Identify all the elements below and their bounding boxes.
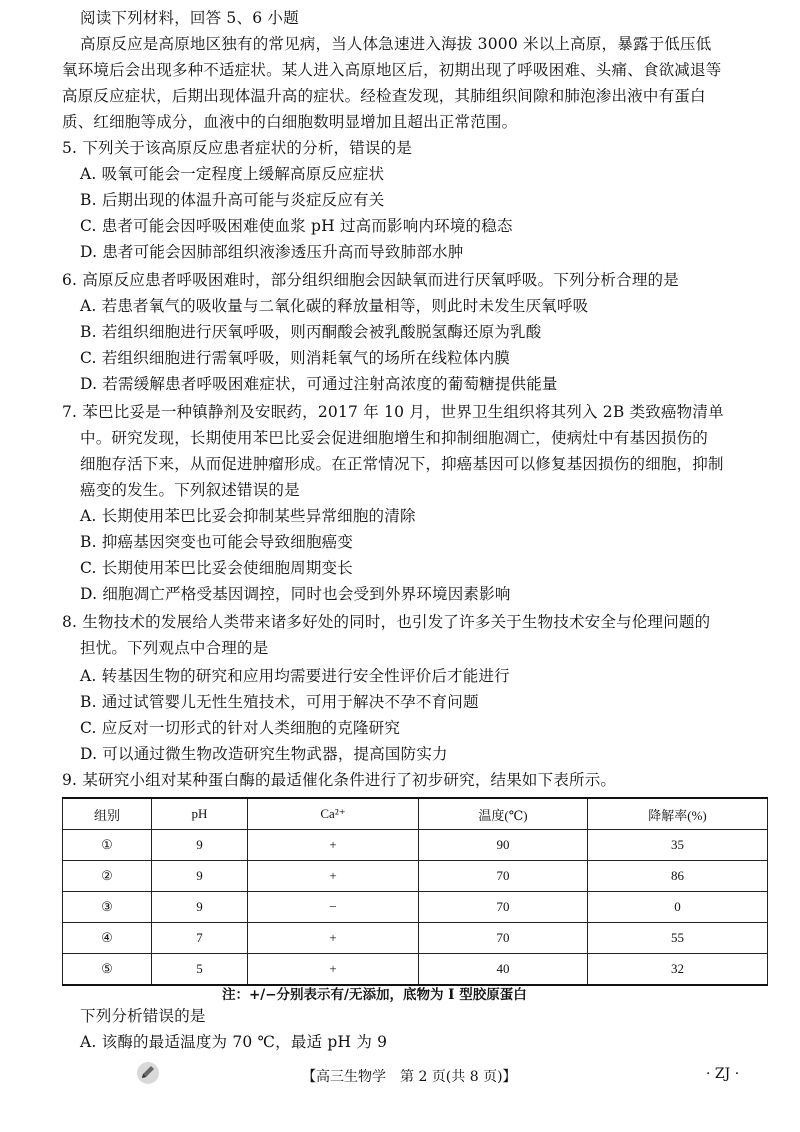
table-header-cell: 降解率(%) <box>588 798 768 830</box>
table-cell: 5 <box>152 954 248 986</box>
table-cell: 35 <box>588 830 768 861</box>
table-cell: 9 <box>152 892 248 923</box>
q7-stem-line-3: 细胞存活下来，从而促进肿瘤形成。在正常情况下，抑癌基因可以修复基因损伤的细胞，抑制 <box>80 455 724 473</box>
table-cell: + <box>248 861 419 892</box>
q5-option-b: B. 后期出现的体温升高可能与炎症反应有关 <box>80 191 385 209</box>
table-cell: ④ <box>63 923 152 954</box>
q6-option-d: D. 若需缓解患者呼吸困难症状，可通过注射高浓度的葡萄糖提供能量 <box>80 375 558 393</box>
intro-heading: 阅读下列材料，回答 5、6 小题 <box>80 9 299 27</box>
table-header-row <box>63 798 768 830</box>
table-cell: 9 <box>152 861 248 892</box>
q6-option-a: A. 若患者氧气的吸收量与二氧化碳的释放量相等，则此时未发生厌氧呼吸 <box>80 297 589 315</box>
table-row <box>63 861 768 892</box>
q7-stem-line-2: 中。研究发现，长期使用苯巴比妥会促进细胞增生和抑制细胞凋亡，使病灶中有基因损伤的 <box>80 429 709 447</box>
table-row <box>63 954 768 986</box>
table-cell: 70 <box>419 861 588 892</box>
table-cell: 86 <box>588 861 768 892</box>
table-cell: 0 <box>588 892 768 923</box>
q9-stem: 9. 某研究小组对某种蛋白酶的最适催化条件进行了初步研究，结果如下表所示。 <box>62 771 617 789</box>
q8-option-a: A. 转基因生物的研究和应用均需要进行安全性评价后才能进行 <box>80 667 510 685</box>
footer-page-info: 【高三生物学 第 2 页(共 8 页)】 <box>302 1069 517 1085</box>
table-header-cell: 组别 <box>63 798 152 830</box>
q6-option-c: C. 若组织细胞进行需氧呼吸，则消耗氧气的场所在线粒体内膜 <box>80 349 510 367</box>
table-cell: 90 <box>419 830 588 861</box>
footer-code: · ZJ · <box>706 1066 740 1082</box>
q7-stem-line-1: 7. 苯巴比妥是一种镇静剂及安眠药，2017 年 10 月，世界卫生组织将其列入 2B 类致癌物清单 <box>62 403 724 421</box>
q9-option-a: A. 该酶的最适温度为 70 ℃，最适 pH 为 9 <box>80 1033 388 1051</box>
table-cell: − <box>248 892 419 923</box>
table-cell: ② <box>63 861 152 892</box>
q7-stem-line-4: 癌变的发生。下列叙述错误的是 <box>80 481 300 499</box>
table-cell: 9 <box>152 830 248 861</box>
q7-option-d: D. 细胞凋亡严格受基因调控，同时也会受到外界环境因素影响 <box>80 585 511 603</box>
table-row <box>63 923 768 954</box>
q7-option-c: C. 长期使用苯巴比妥会使细胞周期变长 <box>80 559 353 577</box>
intro-line-3: 高原反应症状，后期出现体温升高的症状。经检查发现，其肺组织间隙和肺泡渗出液中有蛋白 <box>62 87 706 105</box>
q5-option-c: C. 患者可能会因呼吸困难使血浆 pH 过高而影响内环境的稳态 <box>80 217 513 235</box>
q8-stem-line-2: 担忧。下列观点中合理的是 <box>80 639 269 657</box>
pencil-icon <box>136 1061 160 1085</box>
table-cell: + <box>248 954 419 986</box>
q8-option-d: D. 可以通过微生物改造研究生物武器，提高国防实力 <box>80 745 448 763</box>
table-cell: 40 <box>419 954 588 986</box>
table-header-cell: Ca²⁺ <box>248 798 419 830</box>
table-cell: 7 <box>152 923 248 954</box>
table-row <box>63 892 768 923</box>
q8-option-b: B. 通过试管婴儿无性生殖技术，可用于解决不孕不育问题 <box>80 693 479 711</box>
table-cell: ① <box>63 830 152 861</box>
table-cell: + <box>248 923 419 954</box>
q6-option-b: B. 若组织细胞进行厌氧呼吸，则丙酮酸会被乳酸脱氢酶还原为乳酸 <box>80 323 542 341</box>
q5-option-a: A. 吸氧可能会一定程度上缓解高原反应症状 <box>80 165 385 183</box>
table-note: 注：+/−分别表示有/无添加，底物为 Ⅰ 型胶原蛋白 <box>222 987 527 1003</box>
intro-line-1: 高原反应是高原地区独有的常见病，当人体急速进入海拔 3000 米以上高原，暴露于低压低 <box>80 35 712 53</box>
table-cell: ③ <box>63 892 152 923</box>
table-cell: ⑤ <box>63 954 152 986</box>
table-row <box>63 830 768 861</box>
table-header-cell: 温度(℃) <box>419 798 588 830</box>
intro-line-4: 质、红细胞等成分，血液中的白细胞数明显增加且超出正常范围。 <box>62 113 518 131</box>
table-cell: 70 <box>419 923 588 954</box>
table-cell: + <box>248 830 419 861</box>
q7-option-a: A. 长期使用苯巴比妥会抑制某些异常细胞的清除 <box>80 507 416 525</box>
q5-stem: 5. 下列关于该高原反应患者症状的分析，错误的是 <box>62 139 413 157</box>
table-cell: 70 <box>419 892 588 923</box>
table-cell: 55 <box>588 923 768 954</box>
q6-stem: 6. 高原反应患者呼吸困难时，部分组织细胞会因缺氧而进行厌氧呼吸。下列分析合理的是 <box>62 271 679 289</box>
intro-line-2: 氧环境后会出现多种不适症状。某人进入高原地区后，初期出现了呼吸困难、头痛、食欲减退等 <box>62 61 722 79</box>
q9-follow: 下列分析错误的是 <box>80 1007 206 1025</box>
q5-option-d: D. 患者可能会因肺部组织液渗透压升高而导致肺部水肿 <box>80 243 464 261</box>
q8-stem-line-1: 8. 生物技术的发展给人类带来诸多好处的同时，也引发了许多关于生物技术安全与伦理问题的 <box>62 613 711 631</box>
table-cell: 32 <box>588 954 768 986</box>
q8-option-c: C. 应反对一切形式的针对人类细胞的克隆研究 <box>80 719 401 737</box>
q7-option-b: B. 抑癌基因突变也可能会导致细胞癌变 <box>80 533 354 551</box>
enzyme-results-table <box>62 797 768 986</box>
table-header-cell: pH <box>152 798 248 830</box>
